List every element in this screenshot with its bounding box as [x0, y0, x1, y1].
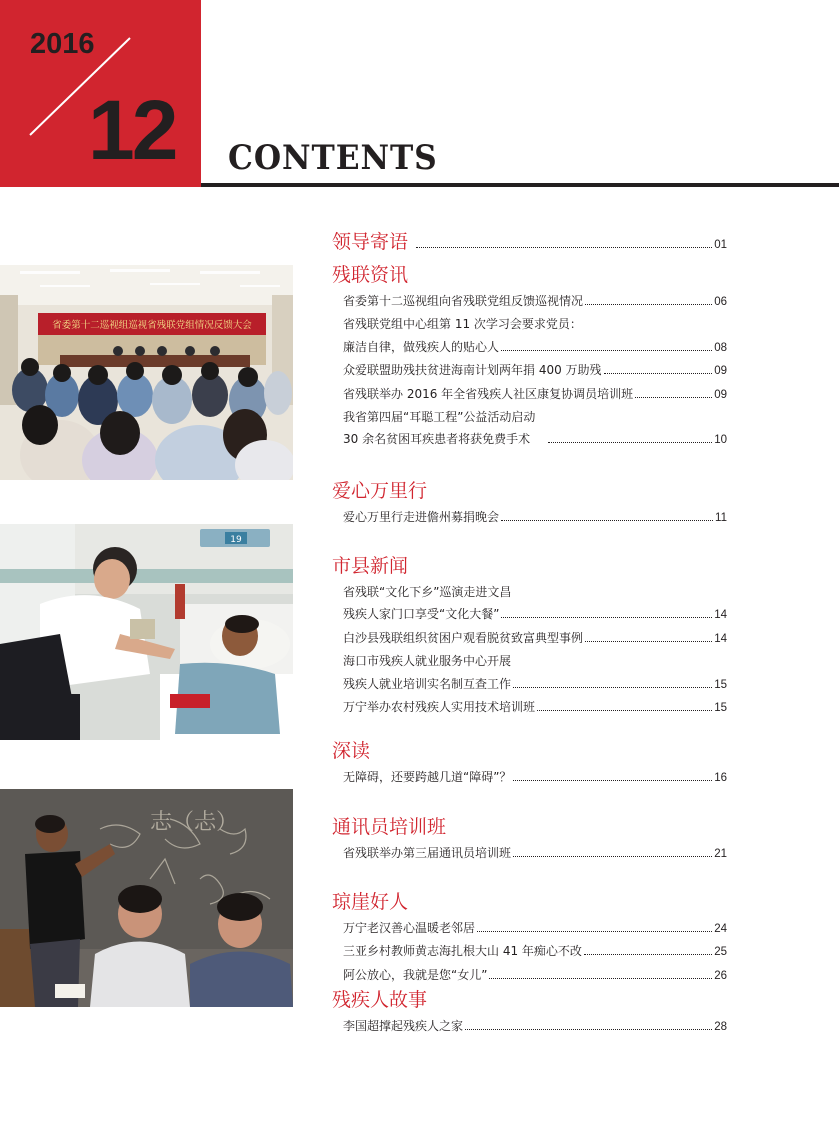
section-title: 琼崖好人 — [332, 891, 409, 913]
section-title: 市县新闻 — [332, 555, 409, 577]
toc-entry[interactable]: 省残联举办 2016 年全省残疾人社区康复协调员培训班 09 — [343, 386, 727, 401]
section-title: 领导寄语 — [332, 231, 409, 253]
section-title: 残联资讯 — [332, 264, 409, 286]
toc-entry[interactable]: 残疾人家门口享受“文化大餐” 14 — [343, 607, 727, 622]
hospital-photo — [0, 524, 293, 740]
toc-entry[interactable]: 省委第十二巡视组向省残联党组反馈巡视情况 06 — [343, 294, 727, 308]
toc-entry[interactable]: 李国超撑起残疾人之家 28 — [343, 1019, 727, 1033]
page-number: 01 — [714, 239, 727, 251]
meeting-banner-text: 省委第十二巡视组巡视省残联党组情况反馈大会 — [52, 320, 252, 331]
toc-entry[interactable]: 阿公放心，我就是您“女儿” 26 — [343, 967, 727, 982]
section-correspondent-training — [332, 814, 727, 865]
contents-title: CONTENTS — [228, 138, 438, 178]
toc-entry[interactable]: 海口市残疾人就业服务中心开展 — [343, 654, 512, 669]
section-disabled-stories — [332, 987, 727, 1038]
toc-entry[interactable]: 三亚乡村教师黄志海扎根大山 41 年痴心不改 25 — [343, 944, 727, 959]
dot-leader — [416, 247, 712, 248]
toc-entry[interactable]: 残疾人就业培训实名制互查工作 15 — [343, 676, 727, 691]
toc-entry[interactable]: 万宁举办农村残疾人实用技术培训班 15 — [343, 700, 727, 715]
bed-number: 19 — [230, 535, 242, 545]
toc-entry[interactable]: 30 余名贫困耳疾患者将获免费手术 10 — [343, 432, 727, 447]
toc-entry[interactable]: 万宁老汉善心温暖老邻居 24 — [343, 921, 727, 935]
toc-entry[interactable]: 无障碍，还要跨越几道“障碍”？ 16 — [343, 770, 727, 784]
section-county-news — [332, 553, 727, 719]
toc-entry[interactable]: 我省第四届“耳聪工程”公益活动启动 — [343, 410, 536, 425]
diagonal-slash — [0, 0, 201, 187]
toc-entry[interactable]: 廉洁自律，做残疾人的贴心人 08 — [343, 339, 727, 354]
section-title: 爱心万里行 — [332, 480, 428, 502]
issue-number: 12 — [88, 83, 176, 177]
board-text: 志（忐） — [150, 810, 239, 835]
toc-entry[interactable]: 众爱联盟助残扶贫进海南计划两年捐 400 万助残 09 — [343, 363, 727, 378]
section-federation-news — [332, 262, 727, 452]
section-good-people — [332, 889, 727, 987]
section-leader-message — [332, 229, 727, 258]
toc-entry[interactable]: 爱心万里行走进儋州募捐晚会 11 — [343, 510, 727, 524]
section-title: 深读 — [332, 740, 371, 762]
section-charity-journey — [332, 478, 727, 529]
classroom-photo — [0, 789, 293, 1007]
section-in-depth — [332, 738, 727, 789]
section-title: 通讯员培训班 — [332, 816, 447, 838]
toc-entry[interactable]: 白沙县残联组织贫困户观看脱贫致富典型事例 14 — [343, 630, 727, 645]
toc-entry[interactable]: 省残联举办第三届通讯员培训班 21 — [343, 846, 727, 860]
toc-entry[interactable]: 省残联“文化下乡”巡演走进文昌 — [343, 585, 512, 599]
meeting-photo — [0, 265, 293, 480]
toc-entry[interactable]: 省残联党组中心组第 11 次学习会要求党员： — [343, 317, 582, 332]
section-title: 残疾人故事 — [332, 989, 428, 1011]
year-label: 2016 — [30, 28, 95, 60]
header-rule — [201, 183, 839, 187]
